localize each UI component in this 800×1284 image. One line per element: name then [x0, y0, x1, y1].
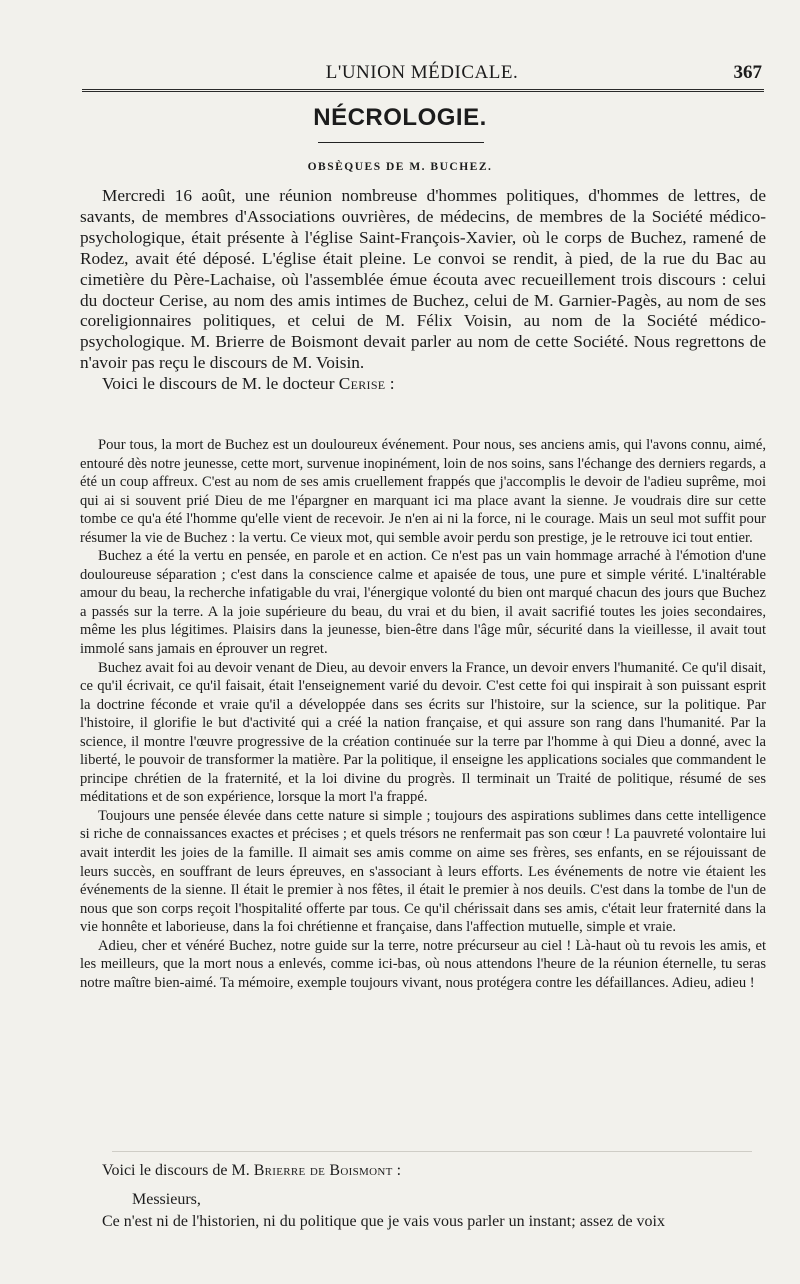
intro-cerise-line: [80, 374, 766, 395]
section-title: NÉCROLOGIE.: [313, 104, 487, 131]
speech-paragraph: Pour tous, la mort de Buchez est un douloureux événement. Pour nous, ses anciens amis, qui l'avons connu, aimé, entouré dès notre jeunesse, cette mort, survenue inopinément, loin de nos soins, sans l'échange des derniers regards, a été un coup affreux. C'est au nom de ses amis cruellement frappés que j'accomplis le devoir de l'adieu suprême, moi qui ai si souvent prié Dieu de me l'épargner en marquant ici ma place avant la sienne. Je voudrais dire sur cette tombe ce qu'a été l'homme qu'elle vient de recevoir. Je n'en ai ni la force, ni le courage. Mais un seul mot suffit pour résumer la vie de Buchez : la vertu. Ce vieux mot, qui semble avoir perdu son prestige, je le retrouve ici tout entier.: [80, 437, 766, 546]
salutation: Messieurs,: [132, 1190, 201, 1208]
intro-paragraph: Mercredi 16 août, une réunion nombreuse d'hommes politiques, d'hommes de lettres, de savants, de membres d'Associations ouvrières, de médecins, de membres de la Société médico-psychologique, était présente à l'église Saint-François-Xavier, où le corps de Buchez, ramené de Rodez, avait été déposé. L'église était pleine. Le convoi se rendit, à pied, de la rue du Bac au cimetière du Père-Lachaise, où l'assemblée émue écouta avec recueillement trois discours : celui du docteur Cerise, au nom des amis intimes de Buchez, celui de M. Garnier-Pagès, au nom de ses coreligionnaires politiques, et celui de M. Félix Voisin, au nom de la Société médico-psychologique. M. Brierre de Boismont devait parler au nom de cette Société. Nous regrettons de n'avoir pas reçu le discours de M. Voisin.: [80, 186, 766, 373]
boismont-intro-line: [80, 1160, 766, 1183]
boismont-suffix: :: [392, 1162, 402, 1179]
boismont-speech-start: Ce n'est ni de l'historien, ni du politique que je vais vous parler un instant; assez de voix: [102, 1213, 665, 1230]
title-underline: [318, 142, 484, 143]
speech-paragraph: Buchez avait foi au devoir venant de Dieu, au devoir envers la France, un devoir envers l'humanité. Ce qu'il disait, ce qu'il écrivait, ce qu'il faisait, était l'enseignement varié du devoir. C'est cette foi qui inspirait à son puissant esprit la doctrine féconde et vraie qu'il a développée dans ses écrits sur l'histoire, sur la science, sur la politique. Par l'histoire, il glorifie le but d'activité qui a créé la nation française, et qui assure son rang dans l'humanité. Par la science, il montre l'œuvre progressive de la création continuée sur la terre par l'homme à qui Dieu a donné, avec la liberté, le pouvoir de transformer la matière. Par la politique, il enseigne les applications sociales que commandent le principe chrétien de la fraternité, et la loi divine du progrès. Il terminait un Traité de politique, résumé de ses méditations et de son expérience, lorsque la mort l'a frappé.: [80, 659, 766, 806]
boismont-prefix: Voici le discours de M.: [102, 1162, 254, 1179]
intro-suffix: :: [385, 374, 395, 394]
article-subheading: OBSÈQUES DE M. BUCHEZ.: [307, 161, 493, 173]
header-double-rule: [82, 89, 764, 92]
speech-paragraph: Buchez a été la vertu en pensée, en parole et en action. Ce n'est pas un vain hommage arraché à l'émotion d'une douloureuse séparation ; c'est dans la conscience calme et apaisée de tous, une pure et simple vérité. L'inaltérable amour du beau, la recherche infatigable du vrai, l'énergique volonté du bien ont marqué chacun des jours que Buchez a passés sur la terre. A la joie supérieure du beau, du vrai et du bien, il avait sacrifié toutes les joies secondaires, même les plus légitimes. Plaisirs dans la jeunesse, bien-être dans l'âge mûr, sécurité dans la vieillesse, il avait tout immolé sans jamais en éprouver un regret.: [80, 548, 766, 658]
speaker-name-cerise: Cerise: [338, 374, 386, 394]
intro-text: [80, 186, 766, 395]
page-number: 367: [733, 62, 762, 83]
boismont-section: [80, 1160, 766, 1234]
cerise-speech: [80, 436, 766, 992]
speaker-name-boismont: Brierre de Boismont: [253, 1162, 393, 1179]
running-title: L'UNION MÉDICALE.: [325, 62, 519, 83]
speech-paragraph: Toujours une pensée élevée dans cette nature si simple ; toujours des aspirations sublimes dans cette intelligence si riche de connaissances exactes et précises ; et quels trésors ne renfermait pas son cœur ! La pauvreté volontaire lui avait interdit les joies de la famille. Il aimait ses amis comme on aime ses frères, ses enfants, en se réjouissant de leurs succès, en souffrant de leurs épreuves, en s'associant à leurs efforts. Les événements de notre vie étaient les événements de la sienne. Il était le premier à nos fêtes, il était le premier à nos deuils. C'est dans la tombe de l'un de nous que son corps reçoit l'hospitalité offerte par tous. Ce qu'il chérissait dans ses amis, c'était leur fraternité dans la vie honnête et laborieuse, dans la foi chrétienne et française, dans l'affection mutuelle, simple et vraie.: [80, 807, 766, 936]
speech-paragraph: Adieu, cher et vénéré Buchez, notre guide sur la terre, notre précurseur au ciel ! Là-haut où tu revois les amis, et les meilleurs, que la mort nous a enlevés, comme ici-bas, où nous attendons l'heure de la réunion éternelle, tu seras notre maître bien-aimé. Ta mémoire, exemple toujours vivant, nous protégera contre les défaillances. Adieu, adieu !: [80, 937, 766, 991]
separator-rule: [112, 1151, 752, 1152]
intro-prefix: Voici le discours de M. le docteur: [102, 374, 339, 394]
running-head: [82, 58, 762, 86]
